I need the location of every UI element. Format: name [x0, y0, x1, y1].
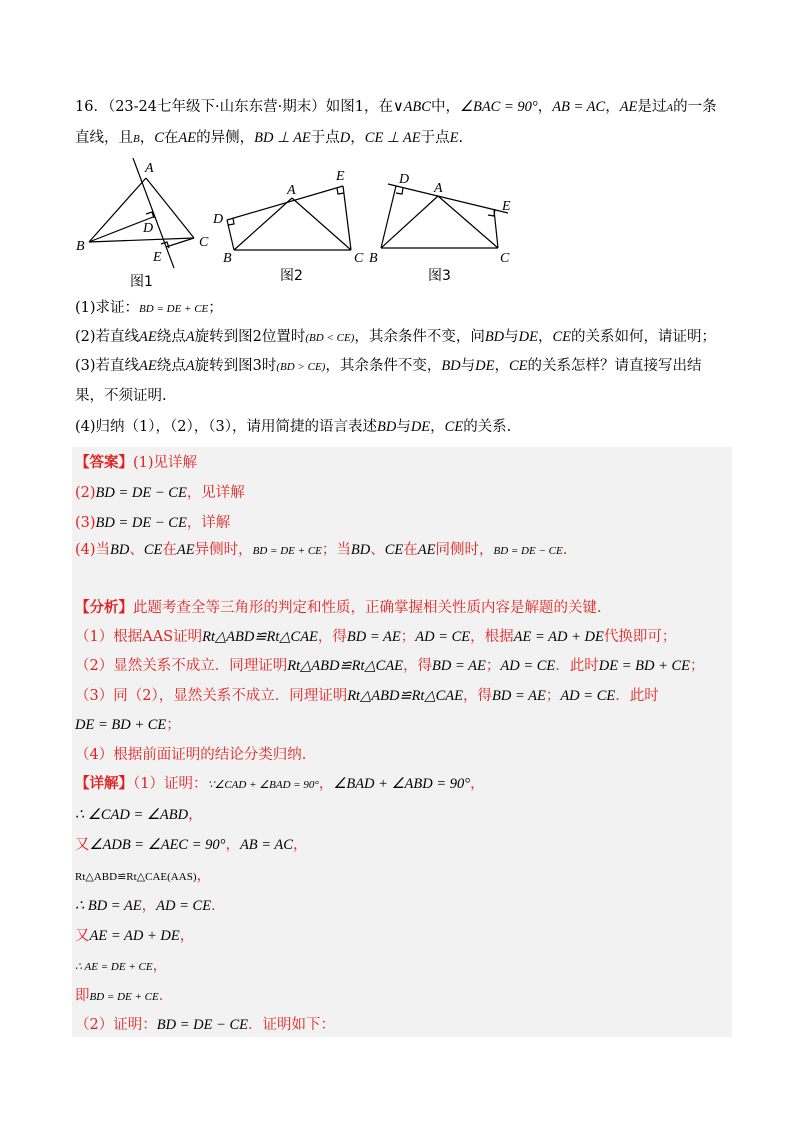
detail-text: ， — [196, 868, 211, 884]
q-text: 于点 — [420, 130, 450, 146]
q-math: ∠BAC = 90° — [459, 99, 538, 115]
analysis-math: BD = AE — [346, 629, 401, 645]
analysis-text: ，得 — [317, 629, 347, 645]
part-math: BD — [376, 419, 397, 435]
part-text: (2)若直线 — [75, 329, 140, 345]
analysis-text: ，根据 — [470, 629, 514, 645]
analysis-text: （2）显然关系不成立．同理证明 — [75, 658, 288, 674]
detail-math: ∴ BD = AE — [75, 898, 142, 914]
geometry-figures — [70, 158, 530, 293]
q-math: AB = AC — [552, 99, 606, 115]
fig2-label-e: E — [336, 169, 345, 184]
q-math: CE ⊥ AE — [364, 130, 421, 146]
answer-math: AE — [417, 542, 436, 558]
answer-text: (3) — [75, 515, 96, 531]
answer-line-4 — [75, 540, 567, 561]
answer-line-3 — [75, 513, 230, 533]
detail-line-5 — [75, 896, 226, 916]
part-text: 的关系. — [463, 419, 512, 435]
answer-math: CE — [143, 542, 163, 558]
q-text: ， — [537, 99, 553, 115]
analysis-text: （3）同（2），显然关系不成立．同理证明 — [75, 688, 348, 704]
q-text: ， — [350, 130, 365, 146]
fig1-label-a: A — [145, 161, 154, 176]
detail-math: ∠BAD + ∠ABD = 90° — [333, 776, 471, 792]
q-text: 的一条 — [673, 99, 717, 115]
analysis-math: AD = CE — [500, 658, 556, 674]
q-text: . — [458, 130, 464, 146]
fig1-side-ac — [146, 178, 194, 238]
part-4 — [75, 417, 740, 437]
answer-math: BD = DE + CE — [252, 545, 322, 557]
part-text: ，其余条件不变， — [325, 358, 442, 374]
detail-text: ， — [225, 837, 240, 853]
analysis-text: 此题考查全等三角形的判定和性质，正确掌握相关性质内容是解题的关键. — [133, 600, 602, 616]
analysis-math: DE = BD + CE — [598, 658, 691, 674]
answer-text: . — [562, 542, 568, 558]
detail-text: ．证明如下： — [248, 1017, 335, 1033]
fig1-side-bc — [89, 238, 194, 242]
part-text: 的关系如何，请证明； — [571, 329, 717, 345]
answer-math: BD — [350, 542, 371, 558]
part-math: A — [185, 358, 195, 374]
detail-math: ∵∠CAD + ∠BAD = 90° — [207, 779, 319, 791]
fig3-side-ab — [381, 196, 438, 248]
q-math: BD ⊥ AE — [254, 130, 311, 146]
part-text: (3)若直线 — [75, 358, 140, 374]
part-1 — [75, 298, 740, 319]
analysis-step-3-cont — [75, 715, 181, 735]
analysis-step-3 — [75, 686, 659, 706]
analysis-math: AE = AD + DE — [513, 629, 604, 645]
q-text: 于点 — [310, 130, 340, 146]
analysis-label: 【分析】 — [75, 599, 133, 616]
answer-text: 同侧时， — [435, 542, 494, 558]
analysis-text: 代换即可； — [603, 629, 677, 645]
part-math: AE — [139, 329, 157, 345]
detail-text: ， — [141, 898, 157, 914]
analysis-step-4 — [75, 745, 306, 765]
detail-text: ， — [318, 776, 334, 792]
part-math: DE — [518, 329, 539, 345]
detail-label: 【详解】 — [75, 775, 133, 792]
q-text: 16．（23-24七年级下·山东东营·期末）如图1，在 — [75, 99, 393, 115]
q-math: A — [666, 102, 674, 114]
fig3-label-c: C — [500, 251, 510, 266]
answer-text: 异侧时， — [194, 542, 253, 558]
fig1-label-b: B — [76, 239, 85, 254]
detail-math: ∴ ∠CAD = ∠ABD — [75, 807, 189, 823]
fig3-label-b: B — [369, 251, 378, 266]
detail-text: 又 — [75, 837, 90, 853]
detail-text: （2）证明： — [75, 1017, 157, 1033]
fig2-label-b: B — [223, 251, 232, 266]
analysis-math: AD = CE — [560, 688, 616, 704]
detail-text: ， — [179, 928, 195, 944]
detail-math: AD = CE — [156, 898, 212, 914]
part-text: 与 — [504, 329, 519, 345]
part-math: AE — [139, 358, 157, 374]
answer-text: 、 — [370, 542, 385, 558]
detail-text: ， — [470, 776, 485, 792]
part-math: CE — [509, 358, 528, 374]
detail-math: ∴ AE = DE + CE — [75, 961, 153, 973]
answer-text: 在 — [403, 542, 418, 558]
q-math: C — [154, 130, 164, 146]
answer-text: (1)见详解 — [133, 455, 198, 471]
detail-math: AB = AC — [239, 837, 293, 853]
detail-line-9 — [75, 1015, 335, 1035]
detail-math: BD = DE − CE — [156, 1017, 248, 1033]
fig2-caption: 图2 — [280, 268, 303, 284]
part-text: ； — [208, 300, 223, 316]
detail-math: AE = AD + DE — [89, 928, 180, 944]
fig2-seg-ce — [343, 186, 351, 250]
fig3-label-a: A — [434, 181, 443, 196]
fig1-label-e: E — [153, 250, 162, 265]
q-text: 是过 — [637, 99, 667, 115]
analysis-text: ； — [400, 629, 416, 645]
part-math: CE — [552, 329, 572, 345]
answer-text: ，详解 — [186, 515, 231, 531]
detail-text: ， — [152, 958, 168, 974]
analysis-math: BD = AE — [432, 658, 486, 674]
fig1-caption: 图1 — [130, 274, 153, 290]
detail-text: （1）证明： — [133, 776, 208, 792]
part-text: 与 — [460, 358, 476, 374]
detail-text: ， — [188, 807, 203, 823]
detail-line-4 — [75, 866, 211, 887]
part-math: BD — [484, 329, 505, 345]
part-math: BD = DE + CE — [139, 303, 209, 315]
answer-math: AE — [176, 542, 195, 558]
fig2-side-ac — [292, 198, 351, 250]
answer-line-1 — [75, 453, 197, 473]
fig3-right-angle-d — [396, 188, 403, 194]
detail-text: 又 — [75, 928, 90, 944]
part-math: BD — [441, 358, 461, 374]
answer-text: ；当 — [321, 542, 351, 558]
q-text: ， — [139, 130, 155, 146]
part-text: 绕点 — [156, 358, 186, 374]
part-text: 旋转到图3时 — [194, 358, 277, 374]
answer-math: BD = DE − CE — [95, 485, 187, 501]
q-math: AE — [619, 99, 638, 115]
detail-text: ． — [158, 988, 174, 1004]
q-text: 的异侧， — [196, 130, 255, 146]
question-line-2 — [75, 128, 740, 149]
q-math: D — [339, 130, 351, 146]
analysis-math: AD = CE — [415, 629, 471, 645]
fig3-line-de — [388, 184, 508, 213]
analysis-math: Rt△ABD≌Rt△CAE — [202, 629, 318, 645]
answer-math: BD = DE − CE — [95, 515, 187, 531]
part-math: CE — [444, 419, 464, 435]
fig1-label-c: C — [199, 235, 209, 250]
detail-line-3 — [75, 835, 307, 855]
part-2 — [75, 327, 740, 348]
fig1-label-d: D — [143, 221, 154, 236]
answer-line-2 — [75, 483, 245, 503]
fig2-line-de — [227, 186, 343, 220]
analysis-text: ，得 — [463, 688, 492, 704]
analysis-text: ； — [690, 658, 705, 674]
analysis-step-1 — [75, 627, 676, 647]
answer-text: 、 — [129, 542, 144, 558]
answer-box — [72, 447, 732, 1037]
part-text: 绕点 — [156, 329, 186, 345]
analysis-text: ； — [166, 717, 181, 733]
part-math: A — [185, 329, 195, 345]
answer-label: 【答案】 — [75, 454, 133, 471]
detail-text: 即 — [75, 988, 90, 1004]
part-text: 果，不须证明. — [75, 388, 167, 404]
analysis-math: Rt△ABD≌Rt△CAE — [287, 658, 404, 674]
part-math: DE — [410, 419, 431, 435]
analysis-text: ； — [485, 658, 501, 674]
part-3-line-1 — [75, 356, 740, 377]
q-text: 在 — [163, 130, 179, 146]
answer-math: BD = DE − CE — [493, 545, 563, 557]
answer-text: (2) — [75, 485, 96, 501]
q-math: B — [133, 133, 140, 145]
part-math: (BD < CE) — [305, 332, 355, 344]
analysis-step-2 — [75, 656, 705, 676]
analysis-math: Rt△ABD≌Rt△CAE — [347, 688, 463, 704]
analysis-text: ．此时 — [555, 658, 599, 674]
fig3-label-d: D — [399, 172, 410, 187]
question-line-1: 16．（23-24七年级下·山东东营·期末）如图1，在∨ABC中，∠BAC = 90°，AB = AC，AE是过A的一条 — [75, 99, 717, 115]
answer-math: CE — [384, 542, 404, 558]
fig3-caption: 图3 — [428, 268, 451, 284]
part-text: ，其余条件不变，问 — [354, 329, 485, 345]
q-text: 直线，且 — [75, 130, 133, 146]
part-text: ， — [430, 419, 445, 435]
fig2-label-c: C — [354, 251, 364, 266]
analysis-text: （1）根据AAS证明 — [75, 629, 203, 645]
analysis-math: DE = BD + CE — [75, 717, 167, 733]
fig2-label-d: D — [213, 212, 224, 227]
analysis-math: BD = AE — [492, 688, 546, 704]
part-text: (4)归纳（1），（2），（3），请用简捷的语言表述 — [75, 419, 377, 435]
q-math: ABC — [403, 99, 431, 115]
analysis-text: ，得 — [403, 658, 433, 674]
part-text: 与 — [396, 419, 411, 435]
answer-text: ，见详解 — [186, 485, 245, 501]
detail-line-2 — [75, 805, 203, 825]
detail-math: BD = DE + CE — [89, 991, 159, 1003]
part-text: 旋转到图2位置时 — [194, 329, 306, 345]
fig3-seg-bd — [381, 186, 396, 248]
q-text: 中， — [430, 99, 460, 115]
detail-line-1 — [75, 774, 485, 795]
analysis-intro — [75, 598, 602, 618]
answer-text: 在 — [162, 542, 177, 558]
fig3-label-e: E — [502, 199, 511, 214]
part-text: (1)求证： — [75, 300, 140, 316]
fig2-side-ab — [234, 198, 292, 250]
detail-line-8 — [75, 986, 173, 1007]
fig2-label-a: A — [287, 183, 296, 198]
part-text: ， — [538, 329, 553, 345]
detail-text: ． — [211, 898, 226, 914]
analysis-text: ； — [545, 688, 561, 704]
part-3-line-2 — [75, 386, 740, 406]
detail-line-7 — [75, 956, 167, 977]
part-text: 的关系怎样？请直接写出结 — [527, 358, 702, 374]
detail-math: Rt△ABD≌Rt△CAE(AAS) — [75, 871, 197, 883]
detail-line-6 — [75, 926, 194, 946]
answer-text: (4)当 — [75, 542, 111, 558]
q-math: AE — [178, 130, 197, 146]
fig1-side-ab — [89, 178, 146, 242]
detail-text: ， — [292, 837, 308, 853]
q-math: E — [449, 130, 459, 146]
part-math: DE — [475, 358, 495, 374]
part-math: (BD > CE) — [276, 361, 326, 373]
answer-math: BD — [110, 542, 130, 558]
analysis-text: ．此时 — [615, 688, 659, 704]
q-text: ， — [605, 99, 620, 115]
part-text: ， — [494, 358, 510, 374]
analysis-text: （4）根据前面证明的结论分类归纳. — [75, 747, 307, 763]
detail-math: ∠ADB = ∠AEC = 90° — [89, 837, 226, 853]
